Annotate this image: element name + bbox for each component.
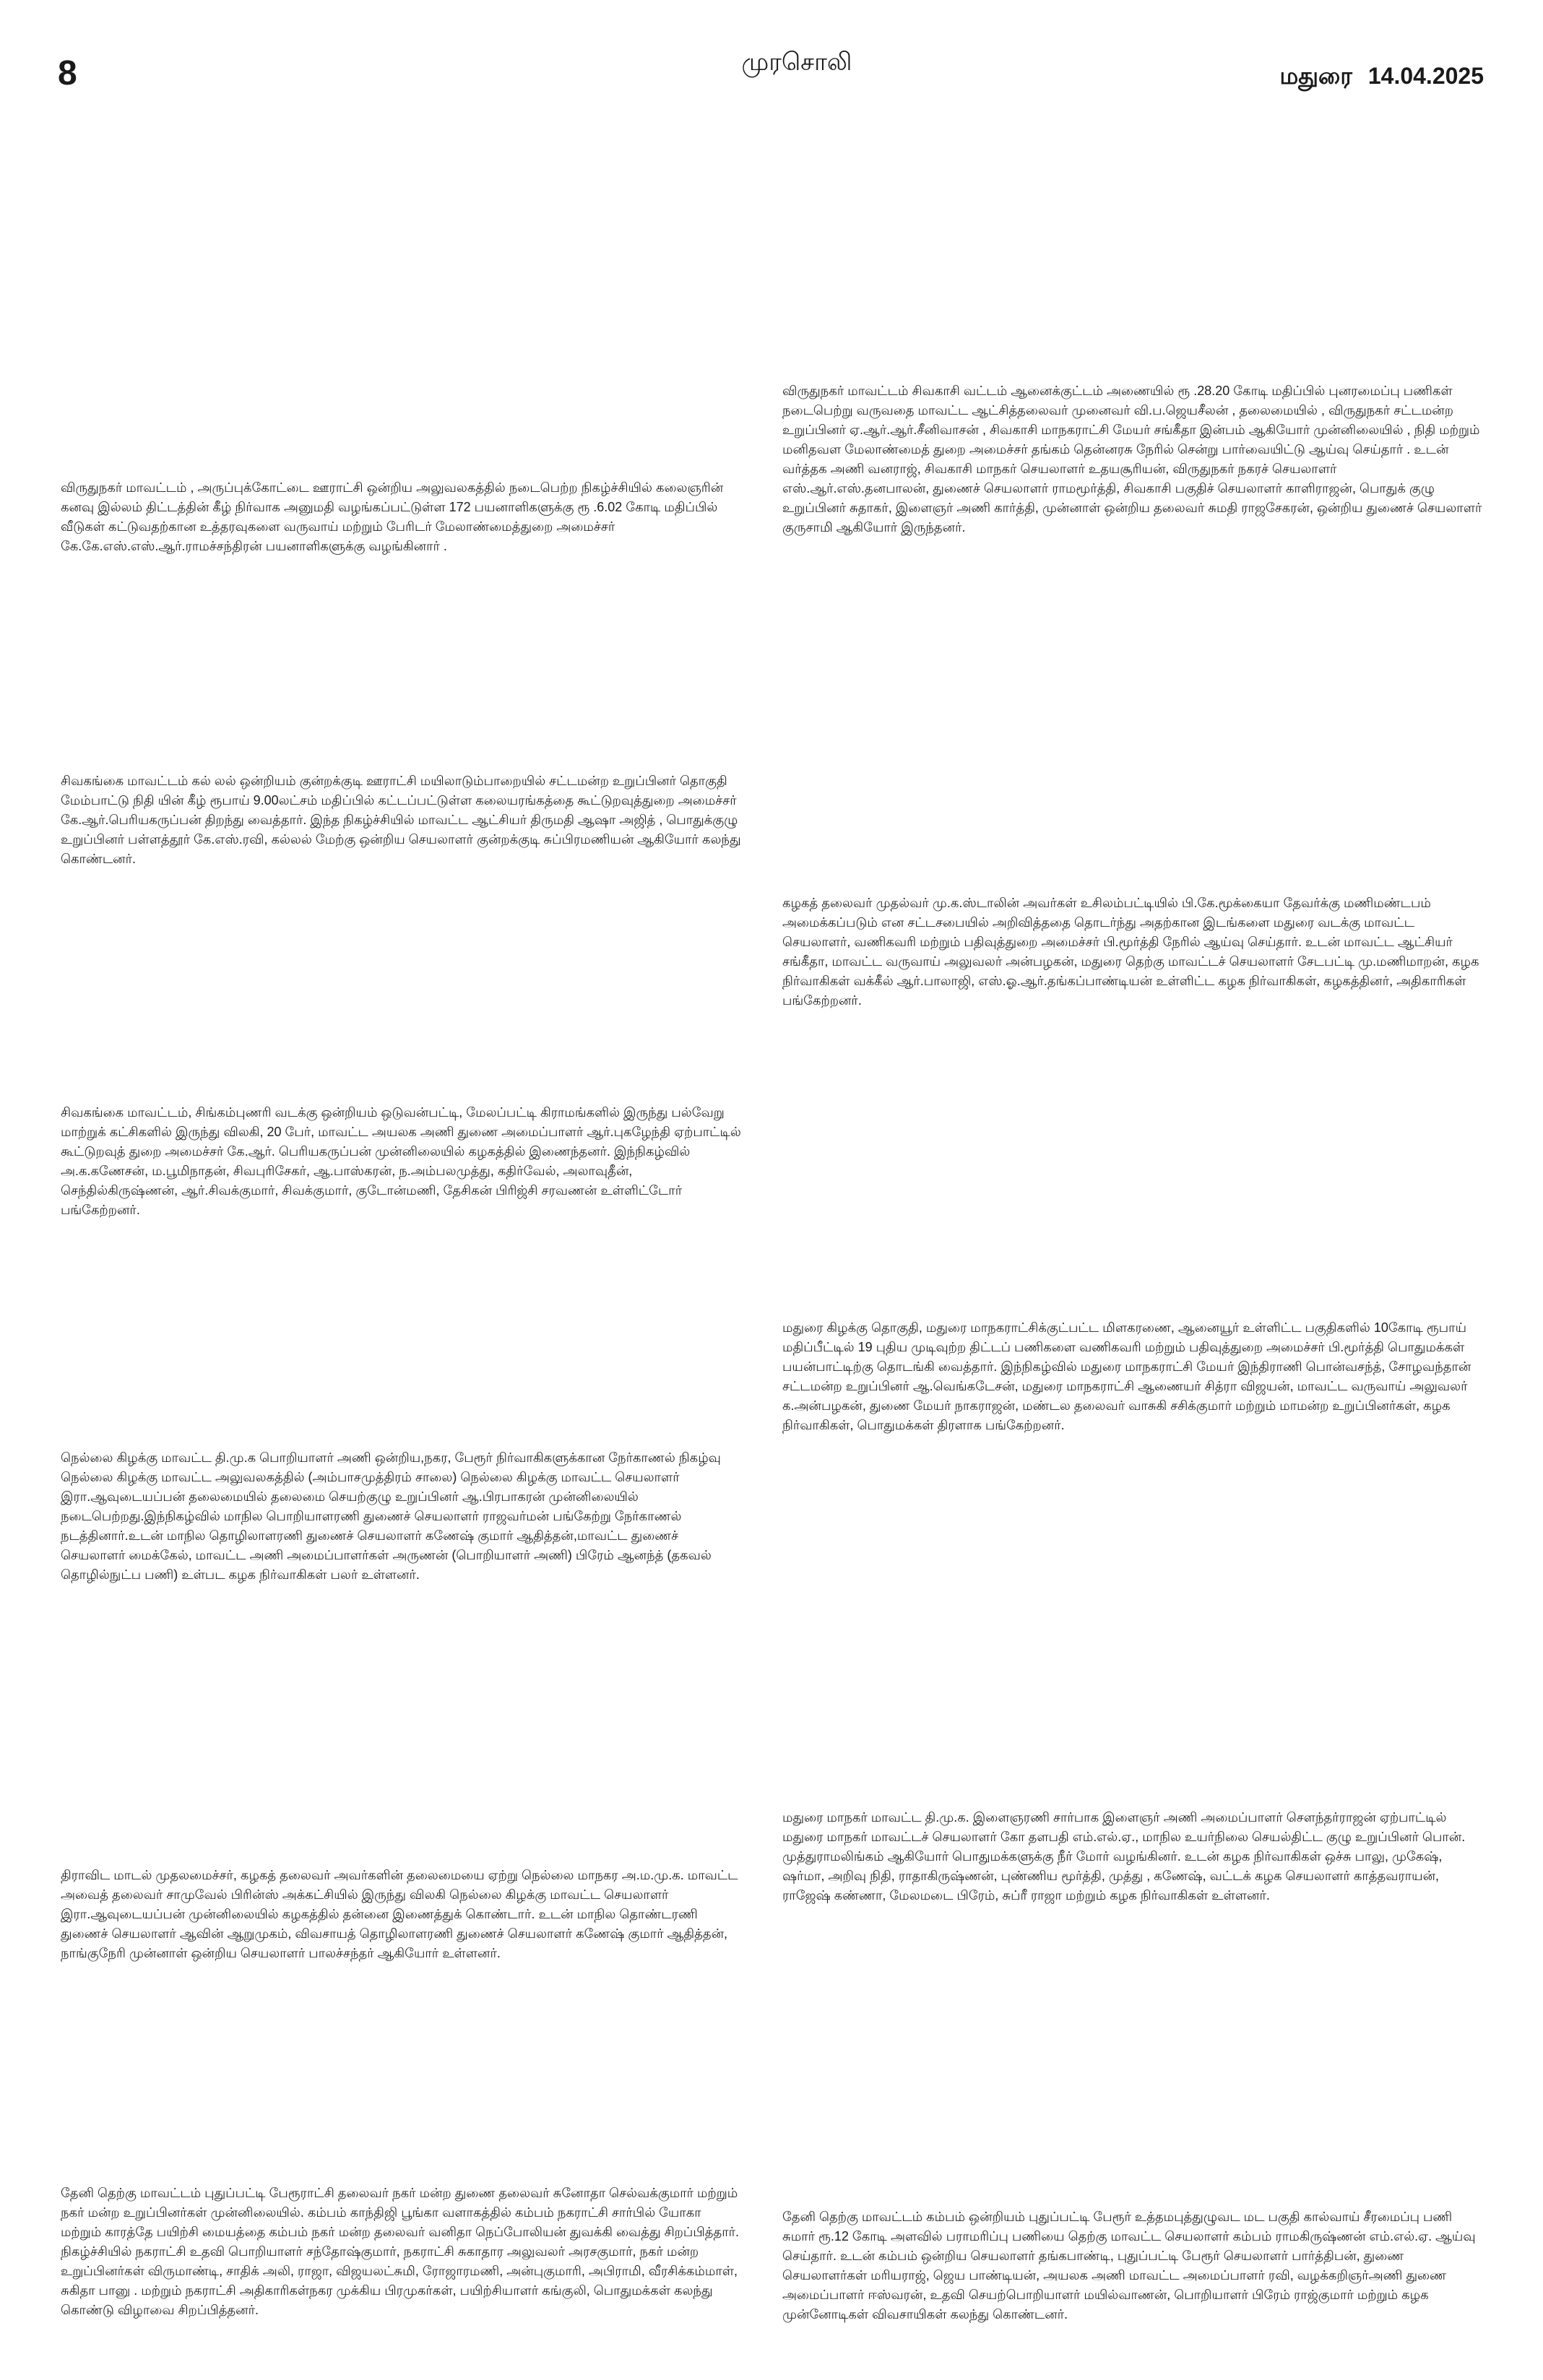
- masthead-title: முரசொலி: [741, 48, 852, 76]
- photo-caption: சிவகங்கை மாவட்டம், சிங்கம்புணரி வடக்கு ஒன்றியம் ஒடுவன்பட்டி, மேலப்பட்டி கிராமங்களில் இருந்து பல்வேறு மாற்றுக் கட்சிகளில் இருந்து விலகி, 20 பேர், மாவட்ட அயலக அணி துணை அமைப்பாளர் ஆர்.புகழேந்தி ஏற்பாட்டில் கூட்டுறவுத் துறை அமைச்சர் கே.ஆர். பெரியகருப்பன் முன்னிலையில் கழகத்தில் இணைந்தனர். இந்நிகழ்வில் அ.க.கணேசன், ம.பூமிநாதன், சிவபுரிசேகர், ஆ.பாஸ்கரன், ந.அம்பலமுத்து, கதிர்வேல், அலாவுதீன், செந்தில்கிருஷ்ணன், ஆர்.சிவக்குமார், சிவக்குமார், குடோன்மணி, தேசிகன் பிரிஜ்சி சரவணன் உள்ளிட்டோர் பங்கேற்றனர்.: [61, 1105, 741, 1217]
- photo-caption: மதுரை மாநகர் மாவட்ட தி.மு.க. இளைஞரணி சார்பாக இளைஞர் அணி அமைப்பாளர் சௌந்தர்ராஜன் ஏற்பாட்டில் மதுரை மாநகர் மாவட்டச் செயலாளர் கோ தளபதி எம்.எல்.ஏ., மாநில உயர்நிலை செயல்திட்ட குழு உறுப்பினர் பொன். முத்துராமலிங்கம் ஆகியோர் பொதுமக்களுக்கு நீர் மோர் வழங்கினர். உடன் கழக நிர்வாகிகள் ஒச்சு பாலு, முகேஷ், ஷர்மா, அறிவு நிதி, ராதாகிருஷ்ணன், புண்ணிய மூர்த்தி, முத்து , கணேஷ், வட்டக் கழக செயலாளர் காத்தவராயன், ராஜேஷ் கண்ணா, மேலமடை பிரேம், சுப்ரீ ராஜா மற்றும் கழக நிர்வாகிகள் உள்ளனர்.: [782, 1810, 1466, 1903]
- photo-caption: விருதுநகர் மாவட்டம் , அருப்புக்கோட்டை ஊராட்சி ஒன்றிய அலுவலகத்தில் நடைபெற்ற நிகழ்ச்சியில் கலைஞரின் கனவு இல்லம் திட்டத்தின் கீழ் நிர்வாக அனுமதி வழங்கப்பட்டுள்ள 172 பயனாளிகளுக்கு ரூ .6.02 கோடி மதிப்பில் வீடுகள் கட்டுவதற்கான உத்தரவுகளை வருவாய் மற்றும் பேரிடர் மேலாண்மைத்துறை அமைச்சர் கே.கே.எஸ்.எஸ்.ஆர்.ராமச்சந்திரன் பயனாளிகளுக்கு வழங்கினார் .: [61, 480, 724, 553]
- photo-caption: திராவிட மாடல் முதலமைச்சர், கழகத் தலைவர் அவர்களின் தலைமையை ஏற்று நெல்லை மாநகர அ.ம.மு.க. மாவட்ட அவைத் தலைவர் சாமுவேல் பிரின்ஸ் அக்கட்சியில் இருந்து விலகி நெல்லை கிழக்கு மாவட்ட செயலாளர் இரா.ஆவுடையப்பன் முன்னிலையில் கழகத்தில் தன்னை இணைத்துக் கொண்டார். உடன் மாநில தொண்டரணி துணைச் செயலாளர் ஆவின் ஆறுமுகம், விவசாயத் தொழிலாளரணி துணைச் செயலாளர் கணேஷ் குமார் ஆதித்தன், நாங்குநேரி முன்னாள் ஒன்றிய செயலாளர் பாலச்சந்தர் ஆகியோர் உள்ளனர்.: [61, 1868, 738, 1960]
- photo-caption: தேனி தெற்கு மாவட்டம் கம்பம் ஒன்றியம் புதுப்பட்டி பேரூர் உத்தமபுத்துழுவட மட பகுதி கால்வாய் சீரமைப்பு பணி சுமார் ரூ.12 கோடி அளவில் பராமரிப்பு பணியை தெற்கு மாவட்ட செயலாளர் கம்பம் ராமகிருஷ்ணன் எம்.எல்.ஏ. ஆய்வு செய்தார். உடன் கம்பம் ஒன்றிய செயலாளர் தங்கபாண்டி, புதுப்பட்டி பேரூர் செயலாளர் பார்த்திபன், துணை செயலாளர்கள் மரியராஜ், ஜெய பாண்டியன், அயலக அணி மாவட்ட அமைப்பாளர் ரவி, வழக்கறிஞர்அணி துணை அமைப்பாளர் ஈஸ்வரன், உதவி செயற்பொறியாளர் மயில்வாணன், பொறியாளர் பிரேம் ராஜ்குமார் மற்றும் கழக முன்னோடிகள் விவசாயிகள் கலந்து கொண்டனர்.: [782, 2210, 1476, 2321]
- edition-date-line: [1280, 61, 1484, 91]
- edition-date: 14.04.2025: [1367, 63, 1484, 89]
- edition-city: மதுரை: [1279, 63, 1352, 89]
- photo-caption: விருதுநகர் மாவட்டம் சிவகாசி வட்டம் ஆனைக்குட்டம் அணையில் ரூ .28.20 கோடி மதிப்பில் புனரமைப்பு பணிகள் நடைபெற்று வருவதை மாவட்ட ஆட்சித்தலைவர் முனைவர் வி.ப.ஜெயசீலன் , தலைமையில் , விருதுநகர் சட்டமன்ற உறுப்பினர் ஏ.ஆர்.ஆர்.சீனிவாசன் , சிவகாசி மாநகராட்சி மேயர் சங்கீதா இன்பம் ஆகியோர் முன்னிலையில் , நிதி மற்றும் மனிதவள மேலாண்மைத் துறை அமைச்சர் தங்கம் தென்னரசு நேரில் சென்று பார்வையிட்டு ஆய்வு செய்தார் . உடன் வர்த்தக அணி வனராஜ், சிவகாசி மாநகர் செயலாளர் உதயசூரியன், விருதுநகர் நகரச் செயலாளர் எஸ்.ஆர்.எஸ்.தனபாலன், துணைச் செயலாளர் ராமமூர்த்தி, சிவகாசி பகுதிச் செயலாளர் காளிராஜன், பொதுக் குழு உறுப்பினர் சுதாகர், இளைஞர் அணி கார்த்தி, முன்னாள் ஒன்றிய தலைவர் சுமதி ராஜசேகரன், ஒன்றிய துணைச் செயலாளர் குருசாமி ஆகியோர் இருந்தனர்.: [782, 384, 1482, 535]
- photo-caption: நெல்லை கிழக்கு மாவட்ட தி.மு.க பொறியாளர் அணி ஒன்றிய,நகர, பேரூர் நிர்வாகிகளுக்கான நேர்காணல் நிகழ்வு நெல்லை கிழக்கு மாவட்ட அலுவலகத்தில் (அம்பாசமுத்திரம் சாலை) நெல்லை கிழக்கு மாவட்ட செயலாளர் இரா.ஆவுடையப்பன் தலைமையில் தலைமை செயற்குழு உறுப்பினர் ஆ.பிரபாகரன் முன்னிலையில் நடைபெற்றது.இந்நிகழ்வில் மாநில பொறியாளரணி துணைச் செயலாளர் ராஜவர்மன் பங்கேற்று நேர்காணல் நடத்தினார்.உடன் மாநில தொழிலாளரணி துணைச் செயலாளர் கணேஷ் குமார் ஆதித்தன்,மாவட்ட துணைச் செயலாளர் மைக்கேல், மாவட்ட அணி அமைப்பாளர்கள் அருணன் (பொறியாளர் அணி) பிரேம் ஆனந்த் (தகவல் தொழில்நுட்ப பணி) உள்பட கழக நிர்வாகிகள் பலர் உள்ளனர்.: [61, 1450, 721, 1582]
- photo-caption: கழகத் தலைவர் முதல்வர் மு.க.ஸ்டாலின் அவர்கள் உசிலம்பட்டியில் பி.கே.மூக்கையா தேவர்க்கு மணிமண்டபம் அமைக்கப்படும் என சட்டசபையில் அறிவித்ததை தொடர்ந்து அதற்கான இடங்களை மதுரை வடக்கு மாவட்ட செயலாளர், வணிகவரி மற்றும் பதிவுத்துறை அமைச்சர் பி.மூர்த்தி நேரில் ஆய்வு செய்தார். உடன் மாவட்ட ஆட்சியர் சங்கீதா, மாவட்ட வருவாய் அலுவலர் அன்பழகன், மதுரை தெற்கு மாவட்டச் செயலாளர் சேடபட்டி மு.மணிமாறன், கழக நிர்வாகிகள் வக்கீல் ஆர்.பாலாஜி, எஸ்.ஓ.ஆர்.தங்கப்பாண்டியன் உள்ளிட்ட கழக நிர்வாகிகள், கழகத்தினர், அதிகாரிகள் பங்கேற்றனர்.: [782, 896, 1479, 1008]
- photo-caption: தேனி தெற்கு மாவட்டம் புதுப்பட்டி பேரூராட்சி தலைவர் நகர் மன்ற துணை தலைவர் சுனோதா செல்வக்குமார் மற்றும் நகர் மன்ற உறுப்பினர்கள் முன்னிலையில். கம்பம் காந்திஜி பூங்கா வளாகத்தில் கம்பம் நகராட்சி சார்பில் யோகா மற்றும் காரத்தே பயிற்சி மையத்தை கம்பம் நகர் மன்ற தலைவர் வனிதா நெப்போலியன் துவக்கி வைத்து சிறப்பித்தார். நிகழ்ச்சியில் நகராட்சி உதவி பொறியாளர் சந்தோஷ்குமார், நகராட்சி சுகாதார அலுவலர் அரசகுமார், நகர் மன்ற உறுப்பினர்கள் விருமாண்டி, சாதிக் அலி, ராஜா, விஜயலட்சுமி, ரோஜாரமணி, அன்புகுமாரி, அபிராமி, வீரசிக்கம்மாள், சுகிதா பானு . மற்றும் நகராட்சி அதிகாரிகள்நகர முக்கிய பிரமுகர்கள், பயிற்சியாளர் கங்குலி, பொதுமக்கள் கலந்து கொண்டு விழாவை சிறப்பித்தனர்.: [61, 2186, 739, 2317]
- photo-caption: மதுரை கிழக்கு தொகுதி, மதுரை மாநகராட்சிக்குட்பட்ட மிளகரணை, ஆனையூர் உள்ளிட்ட பகுதிகளில் 10கோடி ரூபாய் மதிப்பீட்டில் 19 புதிய முடிவுற்ற திட்டப் பணிகளை வணிகவரி மற்றும் பதிவுத்துறை அமைச்சர் பி.மூர்த்தி பொதுமக்கள் பயன்பாட்டிற்கு தொடங்கி வைத்தார். இந்நிகழ்வில் மதுரை மாநகராட்சி மேயர் இந்திராணி பொன்வசந்த், சோழவந்தான் சட்டமன்ற உறுப்பினர் ஆ.வெங்கடேசன், மதுரை மாநகராட்சி ஆணையர் சித்ரா விஜயன், மாவட்ட வருவாய் அலுவலர் க.அன்பழகன், துணை மேயர் நாகராஜன், மண்டல தலைவர் வாசுகி சசிக்குமார் மற்றும் மாமன்ற உறுப்பினர்கள், கழக நிர்வாகிகள், பொதுமக்கள் திரளாக பங்கேற்றனர்.: [782, 1320, 1471, 1432]
- photo-caption: சிவகங்கை மாவட்டம் கல் லல் ஒன்றியம் குன்றக்குடி ஊராட்சி மயிலாடும்பாறையில் சட்டமன்ற உறுப்பினர் தொகுதி மேம்பாட்டு நிதி யின் கீழ் ரூபாய் 9.00லட்சம் மதிப்பில் கட்டப்பட்டுள்ள கலையரங்கத்தை கூட்டுறவுத்துறை அமைச்சர் கே.ஆர்.பெரியகருப்பன் திறந்து வைத்தார். இந்த நிகழ்ச்சியில் மாவட்ட ஆட்சியர் திருமதி ஆஷா அஜித் , பொதுக்குழு உறுப்பினர் பள்ளத்தூர் கே.எஸ்.ரவி, கல்லல் மேற்கு ஒன்றிய செயலாளர் குன்றக்குடி சுப்பிரமணியன் ஆகியோர் கலந்து கொண்டனர்.: [61, 774, 741, 866]
- page-number: 8: [58, 54, 77, 92]
